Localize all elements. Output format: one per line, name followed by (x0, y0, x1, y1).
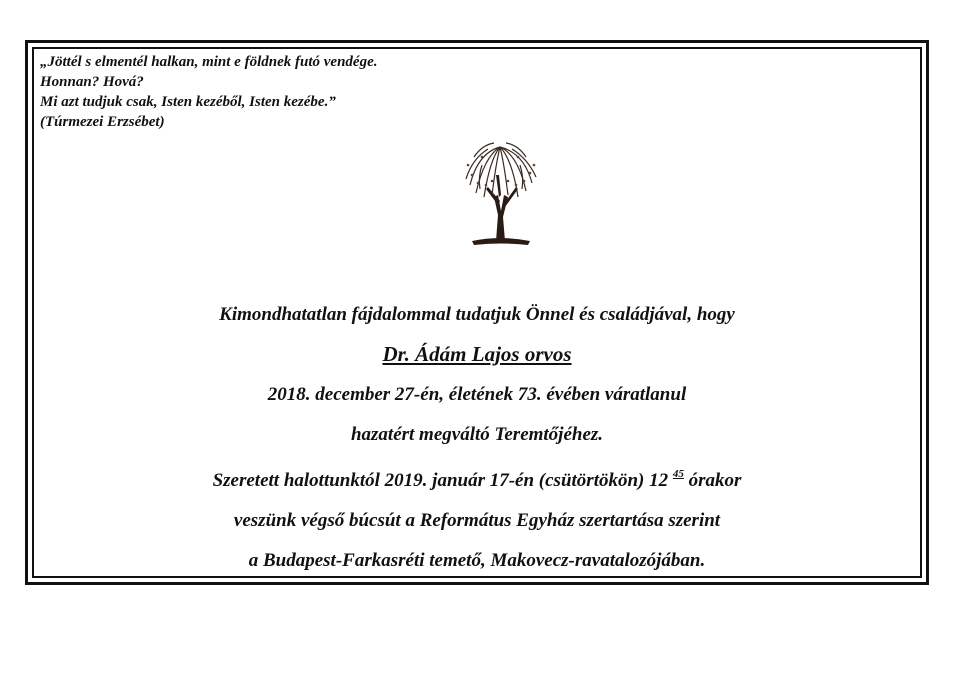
funeral-time-line (32, 463, 922, 492)
deceased-name: Dr. Ádám Lajos orvos (382, 342, 572, 366)
poem-author: (Túrmezei Erzsébet) (40, 114, 165, 130)
poem-line-2: Honnan? Hová? (40, 74, 144, 90)
ceremony-line: veszünk végső búcsút a Református Egyház szertartása szerint (233, 510, 721, 531)
poem-line-1: „Jöttél s elmentél halkan, mint e földnek futó vendége. (40, 54, 378, 70)
weeping-willow-icon (458, 135, 542, 247)
return-line: hazatért megváltó Teremtőjéhez. (350, 424, 604, 445)
announcement-block (32, 303, 922, 589)
death-date-line: 2018. december 27-én, életének 73. évében váratlanul (267, 384, 687, 405)
announcement-intro: Kimondhatatlan fájdalommal tudatjuk Önnel és családjával, hogy (219, 304, 735, 325)
funeral-date-text: Szeretett halottunktól 2019. január 17-én (csütörtökön) 12 (212, 470, 669, 491)
poem-quote (40, 52, 377, 132)
funeral-minutes: 45 (672, 468, 684, 480)
place-line: a Budapest-Farkasréti temető, Makovecz-ravatalozójában. (248, 550, 706, 571)
poem-line-3: Mi azt tudjuk csak, Isten kezéből, Isten kezébe.” (40, 94, 336, 110)
funeral-time-suffix: órakor (688, 470, 742, 491)
